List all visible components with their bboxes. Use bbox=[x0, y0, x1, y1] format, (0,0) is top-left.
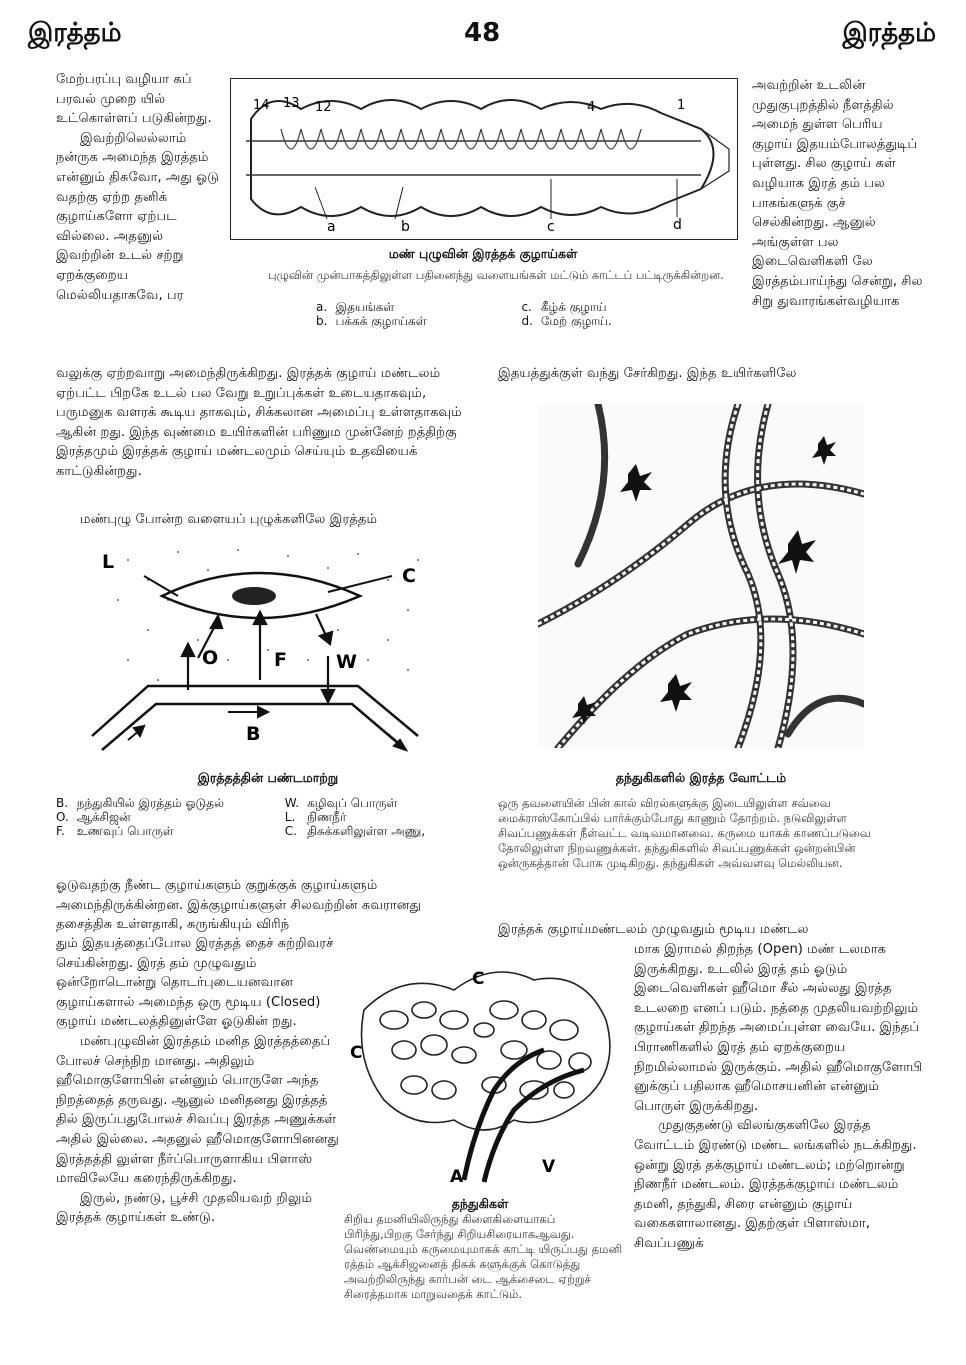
paragraph: மாக இராமல் திறந்த (Open) மண் டலமாக இருக்கிறது. உடலில் இரத் தம் ஓடும் இடைவெளிகள் ஹீமொ சீல் அல்லது இரத்த உடலறை எனப் படும். நத்தை முதலியவற்றிலும் குழாய்கள் திறந்த அமைப்புள்ள வையே. இந்தப் பிராணிகளில் இரத் தம் ஏறக்குறைய நிறமில்லாமல் இருக்கும். அதில் ஹீமொகுளோபி னுக்குப் பதிலாக ஹீமொசயனின் என்னும் பொருள் இருக்கிறது. bbox=[634, 942, 923, 1114]
legend-text: திசுக்களிலுள்ள அணு, bbox=[307, 824, 426, 838]
earthworm-figure bbox=[230, 78, 738, 240]
exchange-label: W bbox=[336, 651, 357, 673]
legend-text: நந்துகியில் இரத்தம் ஓடுதல் bbox=[76, 796, 225, 810]
exchange-label: F bbox=[274, 649, 287, 671]
legend-text: உணவுப் பொருள் bbox=[76, 824, 174, 838]
col1-continuation: வலுக்கு ஏற்றவாறு அமைந்திருக்கிறது. இரத்தக் குழாய் மண்டலம் ஏற்பட்ட பிறகே உடல் பல வேறு உறுப்புக்கள் உடையதாகவும், பருமனுக வளரக் கூடிய தாகவும், சிக்கலான அமைப்பு உள்ளதாகவும் ஆகின் றது. இந்த வுண்மை உயிர்களின் பரிணும முன்னேற் றத்திற்கு இரத்தமும் இரத்தக் குழாய் மண்டலமும் செய்யும் உதவியைக் காட்டுகின்றது. bbox=[56, 366, 462, 479]
capillary-subcaption: ஒரு தவளையின் பின் கால் விரல்களுக்கு இடையிலுள்ள சவ்வை மைக்ராஸ்கோப்பில் பார்க்கும்போது காணும் தோற்றம். நடுவிலுள்ள சிவப்பணுக்கள் நீள்வட்ட வடிவமானவை. கருமை யாகக் காணப்படுவை தோலிலுள்ள நிறவணுக்கள். தந்துகிகளில் சிவப்பணுக்கள் ஒன்றன்பின் ஒன்ருகத்தான் போக முடிகிறது. தந்துகிகள் அவ்வளவு மெல்லியன. bbox=[498, 796, 871, 870]
col3-line: இதயத்துக்குள் வந்து சேர்கிறது. இந்த உயிர்களிலே bbox=[498, 366, 797, 381]
vessel-caption: தந்துகிகள் bbox=[451, 1196, 509, 1211]
vessel-label: V bbox=[542, 1157, 556, 1177]
legend-key: F. bbox=[56, 824, 65, 838]
exchange-legend bbox=[52, 796, 429, 838]
worm-label: 14 bbox=[253, 98, 270, 113]
legend-key: C. bbox=[284, 824, 297, 838]
col1-top-text bbox=[56, 70, 224, 305]
legend-key: a. bbox=[316, 300, 328, 314]
page-number: 48 bbox=[464, 18, 501, 48]
legend-key: W. bbox=[284, 796, 300, 810]
legend-text: கீழ்க் குழாய் bbox=[540, 300, 607, 314]
exchange-label: O bbox=[202, 647, 219, 669]
worm-label: d bbox=[673, 217, 682, 233]
mid-left-text: ஓடுவதற்கு நீண்ட குழாய்களும் குறுக்குக் குழாய்களும் அமைந்திருக்கின்றன. இக்குழாய்களுள் சிலவற்றின் சுவரானது தசைத்திசு உள்ளதாகி, சுருங்கியும் விரிந் bbox=[56, 878, 422, 933]
legend-text: நிணநீர் bbox=[307, 810, 347, 824]
worm-label: 12 bbox=[315, 100, 332, 115]
paragraph: மேற்பரப்பு வழியா கப் பரவல் முறை யில் உட்கொள்ளப் படுகின்றது. bbox=[56, 72, 212, 127]
paragraph: முதுகுதண்டு விலங்குகளிலே இரத்த வோட்டம் இரண்டு மண்ட லங்களில் நடக்கிறது. ஒன்று இரத் தக்குழாய் மண்டலம்; மற்றொன்று நிணநீர் மண்டலம். இரத்தக்குழாய் மண்டலம் தமனி, தந்துகி, சிரை என்னும் குழாய் வகைகளாலானது. இதற்குள் பிளாஸ்மா, சிவப்பணுக் bbox=[634, 1118, 917, 1251]
mid-right-col bbox=[634, 940, 928, 1254]
header-left-title: இரத்தம் bbox=[28, 18, 122, 48]
header-right-title: இரத்தம் bbox=[842, 18, 936, 48]
earthworm-illustration bbox=[231, 79, 737, 239]
capillary-network-figure bbox=[344, 950, 622, 1192]
worm-legend bbox=[312, 300, 616, 328]
col3-top-text: அவற்றின் உடலின் முதுகுபுறத்தில் நீளத்தில் அமைந் துள்ள பெரிய குழாய் இதயம்போலத்துடிப் புள்ளது. சில குழாய் கள் வழியாக இரத் தம் பல பாகங்களுக் குச் செல்கின்றது. ஆனுல் அங்குள்ள பல இடைவெளிகளி லே இரத்தம்பாய்ந்து சென்று, சில சிறு துவாரங்கள்வழியாக bbox=[752, 78, 923, 309]
worm-label: c bbox=[547, 219, 555, 235]
legend-key: O. bbox=[56, 810, 69, 824]
paragraph: இவற்றிலெல்லாம் நன்ருக அமைந்த இரத்தம் என்னும் திசுவோ, அது ஓடு வதற்கு ஏற்ற தனிக் குழாய்களோ ஏற்பட வில்லை. அதனுல் இவற்றின் உடல் சற்று ஏறக்குறைய மெல்லியதாகவே, பர bbox=[56, 130, 219, 303]
paragraph: தும் இதயத்தைப்போல இரத்தத் தைச் சுற்றிவரச் செய்கின்றது. இரத் தம் முழுவதும் ஒன்றோடொன்று தொடர்புடையனவான குழாய்களால் அமைந்த ஒரு மூடிய (Closed) குழாய் மண்டலத்தினுள்ளே ஓடுகின் றது. bbox=[56, 936, 334, 1030]
worm-label: 13 bbox=[283, 96, 300, 111]
legend-key: b. bbox=[316, 314, 328, 328]
legend-key: c. bbox=[521, 300, 532, 314]
legend-key: B. bbox=[56, 796, 69, 810]
worm-label: 4 bbox=[587, 100, 596, 115]
worm-label: a bbox=[327, 219, 336, 235]
legend-key: d. bbox=[521, 314, 533, 328]
exchange-label: C bbox=[402, 565, 416, 587]
legend-text: பக்கக் குழாய்கள் bbox=[335, 314, 427, 328]
vessel-label: A bbox=[450, 1167, 464, 1187]
worm-label: b bbox=[401, 219, 410, 235]
capillary-illustration bbox=[538, 404, 864, 748]
paragraph: இருல், நண்டு, பூச்சி முதலியவற் றிலும் இரத்தக் குழாய்கள் உண்டு. bbox=[56, 1190, 313, 1226]
legend-text: கழிவுப் பொருள் bbox=[307, 796, 398, 810]
blood-exchange-diagram bbox=[88, 540, 448, 762]
exchange-label: L bbox=[102, 551, 115, 573]
exchange-label: B bbox=[246, 723, 261, 745]
worm-subcaption: புழுவின் முன்பாகத்திலுள்ள பதினைந்து வளையங்கள் மட்டும் காட்டப் பட்டிருக்கின்றன. bbox=[268, 268, 724, 282]
exchange-caption: இரத்தத்தின் பண்டமாற்று bbox=[197, 770, 339, 785]
vessel-label: C bbox=[472, 969, 485, 989]
mid-left-col bbox=[56, 934, 340, 1228]
vessel-label: C bbox=[350, 1043, 363, 1063]
paragraph: மண்புழுவின் இரத்தம் மனித இரத்தத்தைப் போலச் செந்நிற மானது. அதிலும் ஹீமொகுளோபின் என்னும் பொருளே அந்த நிறத்தைத் தருவது. ஆனுல் மனிதனது இரத்தத் தில் இருப்பதுபோலச் சிவப்பு இரத்த அணுக்கள் அதில் இல்லை. அதனுல் ஹீமொகுளோபினனது இரத்தத்தி லுள்ள நீர்ப்பொருளாகிய பிளாஸ் மாவிலேயே கரைந்திருக்கிறது. bbox=[56, 1033, 339, 1187]
blood-exchange-figure bbox=[88, 540, 448, 762]
capillary-network-illustration bbox=[344, 950, 622, 1192]
capillary-micrograph bbox=[538, 404, 864, 748]
legend-key: L. bbox=[284, 810, 296, 824]
col1-continuation-2: மண்புழு போன்ற வளையப் புழுக்களிலே இரத்தம் bbox=[80, 512, 378, 527]
legend-text: மேற் குழாய். bbox=[540, 314, 612, 328]
mid-right-line: இரத்தக் குழாய்மண்டலம் முழுவதும் மூடிய மண்டல bbox=[498, 922, 809, 937]
legend-text: இதயங்கள் bbox=[335, 300, 395, 314]
vessel-subcaption: சிறிய தமனியிலிருந்து கிளைகிளையாகப் பிரிந்து,பிறகு சேர்ந்து சிறியசிரையாகஆவது. வெண்மையும் கருமையுமாகக் காட்டி யிருப்பது தமனி ரத்தம் ஆக்சிஜனைத் திசுக் களுக்குக் கொடுத்து அவற்றிலிருந்து கார்பன் டை ஆக்சைடை ஏற்றுச் சிரைத்தமாக மாறுவதைக் காட்டும். bbox=[344, 1212, 623, 1301]
worm-caption: மண் புழுவின் இரத்தக் குழாய்கள் bbox=[388, 246, 578, 261]
worm-label: 1 bbox=[677, 98, 686, 113]
capillary-caption: தந்துகிகளில் இரத்த வோட்டம் bbox=[615, 770, 787, 785]
legend-text: ஆக்சிஜன் bbox=[76, 810, 131, 824]
